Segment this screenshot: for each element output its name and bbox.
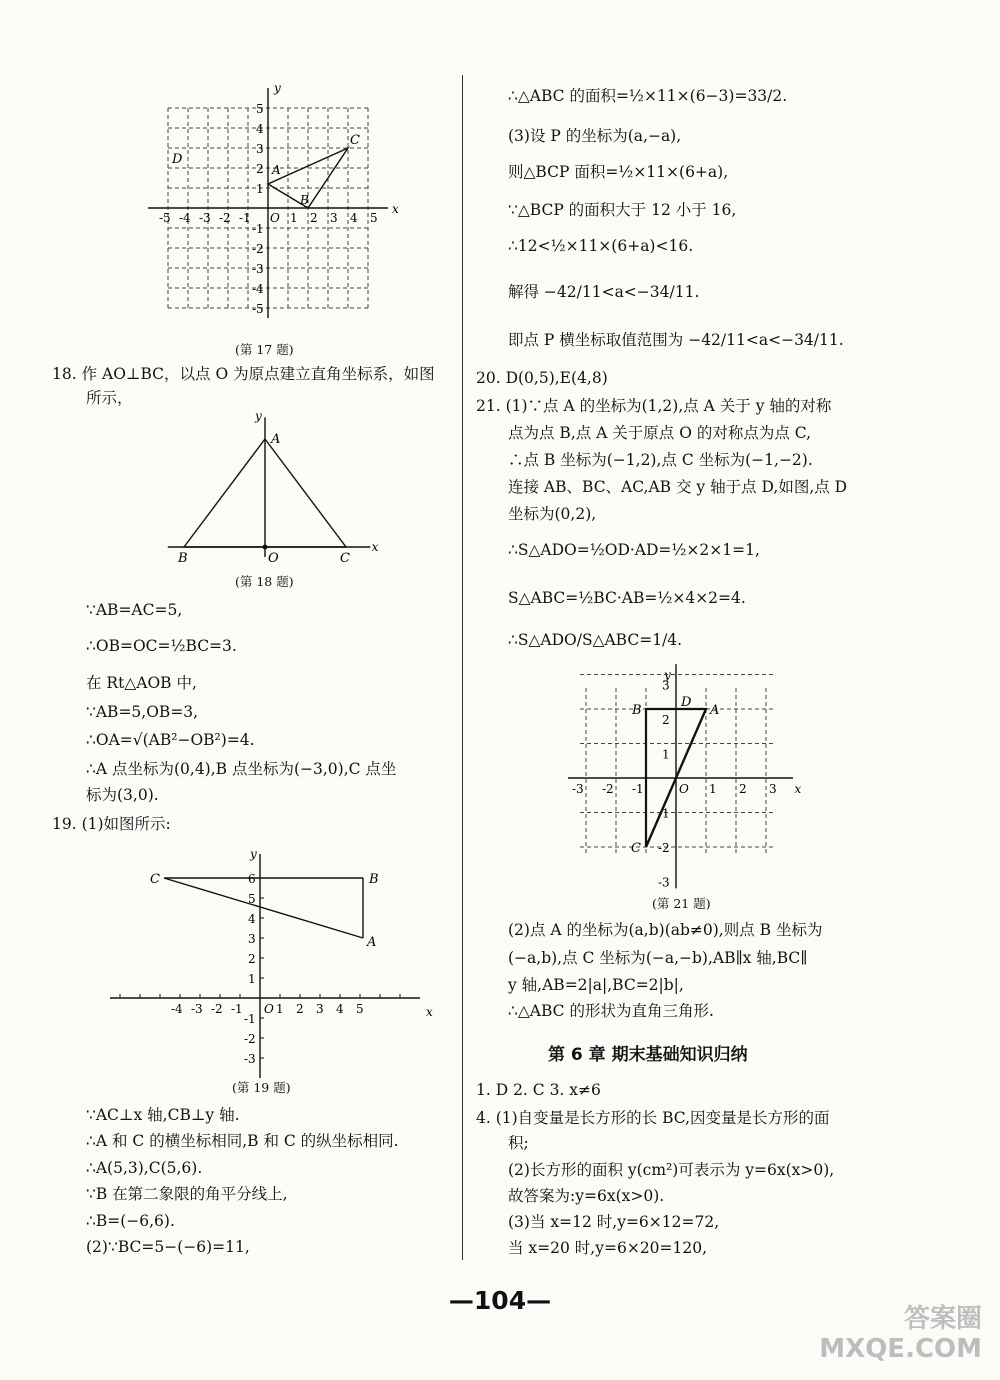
x-axis-label: x — [794, 782, 802, 796]
y-tick-label: 3 — [256, 142, 264, 156]
figure-21-grid — [572, 668, 810, 890]
y-tick-label: -2 — [244, 1032, 256, 1046]
right-line-24: (2)长方形的面积 y(cm²)可表示为 y=6x(x>0), — [508, 1161, 835, 1179]
right-line-5: ∴12<½×11×(6+a)<16. — [508, 237, 694, 255]
figure-19-caption: (第 19 题) — [232, 1080, 291, 1095]
right-line-23: 积; — [508, 1134, 529, 1152]
right-line-6: 解得 −42/11<a<−34/11. — [508, 283, 700, 301]
y-tick-label: -1 — [252, 222, 264, 236]
left-line-7: ∴OA=√(AB²−OB²)=4. — [86, 731, 255, 749]
y-tick-label: 2 — [248, 952, 256, 966]
x-tick-label: -4 — [179, 211, 191, 225]
x-tick-label: 5 — [370, 211, 378, 225]
point-a-label: A — [367, 935, 377, 950]
right-line-13: 坐标为(0,2), — [508, 505, 597, 523]
left-line-14: ∵B 在第二象限的角平分线上, — [86, 1185, 288, 1203]
figure-18-triangle — [160, 400, 390, 570]
point-b-label: B — [178, 551, 188, 566]
right-line-18: (−a,b),点 C 坐标为(−a,−b),AB∥x 轴,BC∥ — [508, 949, 808, 967]
y-tick-label: 1 — [256, 182, 264, 196]
x-tick-label: 1 — [290, 211, 298, 225]
y-tick-label: -2 — [252, 242, 264, 256]
left-line-2: 所示， — [86, 389, 133, 407]
left-line-9: 标为(3,0). — [86, 786, 159, 804]
y-tick-label: 3 — [662, 678, 670, 693]
x-axis-label: x — [392, 202, 399, 216]
y-tick-label: -4 — [252, 282, 264, 296]
watermark-line-2: MXQE.COM — [819, 1334, 982, 1364]
y-tick-label: -1 — [658, 806, 670, 821]
right-line-12: 连接 AB、BC、AC,AB 交 y 轴于点 D,如图,点 D — [508, 478, 848, 496]
x-tick-label: O — [679, 782, 689, 796]
chapter-6-heading: 第 6 章 期末基础知识归纳 — [548, 1045, 748, 1065]
left-line-12: ∴A 和 C 的横坐标相同,B 和 C 的纵坐标相同. — [86, 1132, 399, 1150]
right-line-19: y 轴,AB=2|a|,BC=2|b|, — [508, 976, 684, 994]
left-line-4: ∴OB=OC=½BC=3. — [86, 637, 237, 655]
y-axis-label: y — [274, 81, 281, 95]
point-d-label: D — [681, 695, 692, 710]
origin-label: O — [264, 1002, 274, 1016]
left-line-11: ∵AC⊥x 轴,CB⊥y 轴. — [86, 1106, 240, 1124]
right-line-21: 1. D 2. C 3. x≠6 — [476, 1081, 601, 1099]
right-line-2: (3)设 P 的坐标为(a,−a), — [508, 127, 682, 145]
x-axis-label: x — [426, 1005, 433, 1019]
right-line-27: 当 x=20 时,y=6×20=120, — [508, 1239, 708, 1257]
x-tick-label: 1 — [276, 1002, 284, 1016]
x-tick-label: -4 — [171, 1002, 183, 1016]
point-c-label: C — [150, 872, 160, 887]
point-c-label: C — [350, 133, 360, 148]
point-c-label: C — [340, 551, 350, 566]
right-line-14: ∴S△ADO=½OD·AD=½×2×1=1, — [508, 541, 760, 559]
point-b-label: B — [632, 703, 642, 718]
right-line-15: S△ABC=½BC·AB=½×4×2=4. — [508, 589, 746, 607]
right-line-10: 点为点 B,点 A 关于原点 O 的对称点为点 C, — [508, 424, 812, 442]
left-line-13: ∴A(5,3),C(5,6). — [86, 1159, 203, 1177]
point-a-label: A — [271, 432, 281, 447]
y-tick-label: 4 — [248, 912, 256, 926]
y-tick-label: 5 — [248, 892, 256, 906]
figure-18-caption: (第 18 题) — [235, 574, 294, 589]
right-line-11: ∴点 B 坐标为(−1,2),点 C 坐标为(−1,−2). — [508, 451, 813, 469]
y-tick-label: -3 — [252, 262, 264, 276]
left-line-3: ∵AB=AC=5, — [86, 601, 183, 619]
page-number: —104— — [448, 1286, 552, 1315]
left-line-1: 18. 作 AO⊥BC，以点 O 为原点建立直角坐标系，如图 — [52, 365, 435, 383]
left-line-15: ∴B=(−6,6). — [86, 1212, 175, 1230]
y-tick-label: 6 — [248, 872, 256, 886]
y-tick-label: 3 — [248, 932, 256, 946]
origin-label: O — [268, 551, 279, 566]
y-tick-label: 1 — [248, 972, 256, 986]
x-tick-label: -1 — [239, 211, 251, 225]
left-line-8: ∴A 点坐标为(0,4),B 点坐标为(−3,0),C 点坐 — [86, 760, 397, 778]
y-axis-label: y — [664, 668, 671, 683]
segment-ca — [164, 878, 363, 938]
y-tick-label: -3 — [658, 875, 670, 890]
right-line-1: ∴△ABC 的面积=½×11×(6−3)=33/2. — [508, 87, 788, 105]
right-line-9: 21. (1)∵点 A 的坐标为(1,2),点 A 关于 y 轴的对称 — [476, 397, 832, 415]
figure-21-caption: (第 21 题) — [652, 896, 711, 911]
left-line-5: 在 Rt△AOB 中, — [86, 674, 197, 692]
x-tick-label: -2 — [219, 211, 231, 225]
y-tick-label: -5 — [252, 302, 264, 316]
y-axis-label: y — [255, 409, 262, 424]
x-tick-label: 2 — [739, 782, 747, 796]
watermark-line-1: 答案圈 — [903, 1304, 982, 1334]
point-d-label: D — [172, 152, 183, 167]
x-tick-label: -2 — [211, 1002, 223, 1016]
y-tick-label: 1 — [662, 747, 670, 762]
y-tick-label: 4 — [256, 122, 264, 136]
point-b-label: B — [369, 872, 379, 887]
x-tick-label: 5 — [356, 1002, 364, 1016]
figure-19-triangle — [110, 835, 440, 1075]
x-axis-label: x — [371, 540, 379, 554]
right-line-20: ∴△ABC 的形状为直角三角形. — [508, 1002, 714, 1020]
y-tick-label: 2 — [256, 162, 264, 176]
left-line-6: ∵AB=5,OB=3, — [86, 703, 199, 721]
point-a-label: A — [272, 163, 281, 177]
column-divider — [462, 75, 463, 1260]
x-tick-label: O — [270, 211, 280, 225]
x-tick-label: 2 — [310, 211, 318, 225]
right-line-8: 20. D(0,5),E(4,8) — [476, 369, 608, 387]
origin-dot — [263, 545, 268, 550]
x-tick-label: -5 — [159, 211, 171, 225]
right-line-4: ∵△BCP 的面积大于 12 小于 16, — [508, 201, 737, 219]
figure-17-grid — [150, 78, 399, 328]
y-tick-label: 5 — [256, 102, 264, 116]
figure-17-caption: (第 17 题) — [235, 342, 294, 357]
x-tick-label: -3 — [572, 782, 584, 796]
x-tick-label: 1 — [709, 782, 717, 796]
x-tick-label: 3 — [769, 782, 777, 796]
x-tick-label: -3 — [191, 1002, 203, 1016]
x-tick-label: -1 — [231, 1002, 243, 1016]
y-tick-label: -2 — [658, 841, 670, 855]
right-line-7: 即点 P 横坐标取值范围为 −42/11<a<−34/11. — [508, 331, 844, 349]
x-tick-label: -2 — [602, 782, 614, 796]
y-tick-label: -1 — [244, 1012, 256, 1026]
x-tick-label: 2 — [296, 1002, 304, 1016]
y-axis-label: y — [250, 847, 257, 861]
point-b-label: B — [300, 193, 309, 207]
right-line-16: ∴S△ADO/S△ABC=1/4. — [508, 631, 683, 649]
x-tick-label: 4 — [336, 1002, 344, 1016]
right-line-25: 故答案为:y=6x(x>0). — [508, 1187, 665, 1205]
x-tick-label: 3 — [330, 211, 338, 225]
point-a-label: A — [710, 703, 720, 718]
left-line-10: 19. (1)如图所示: — [52, 815, 171, 833]
x-tick-label: 4 — [350, 211, 358, 225]
y-tick-label: -3 — [244, 1052, 256, 1066]
right-line-17: (2)点 A 的坐标为(a,b)(ab≠0),则点 B 坐标为 — [508, 921, 823, 939]
x-tick-label: -3 — [199, 211, 211, 225]
right-line-3: 则△BCP 面积=½×11×(6+a), — [508, 163, 729, 181]
left-line-16: (2)∵BC=5−(−6)=11, — [86, 1238, 250, 1256]
x-tick-label: -1 — [632, 782, 644, 796]
right-line-22: 4. (1)自变量是长方形的长 BC,因变量是长方形的面 — [476, 1109, 830, 1127]
watermark-logo — [819, 1304, 982, 1364]
y-tick-label: 2 — [662, 713, 670, 727]
right-line-26: (3)当 x=12 时,y=6×12=72, — [508, 1213, 720, 1231]
point-c-label: C — [631, 841, 641, 856]
x-tick-label: 3 — [316, 1002, 324, 1016]
